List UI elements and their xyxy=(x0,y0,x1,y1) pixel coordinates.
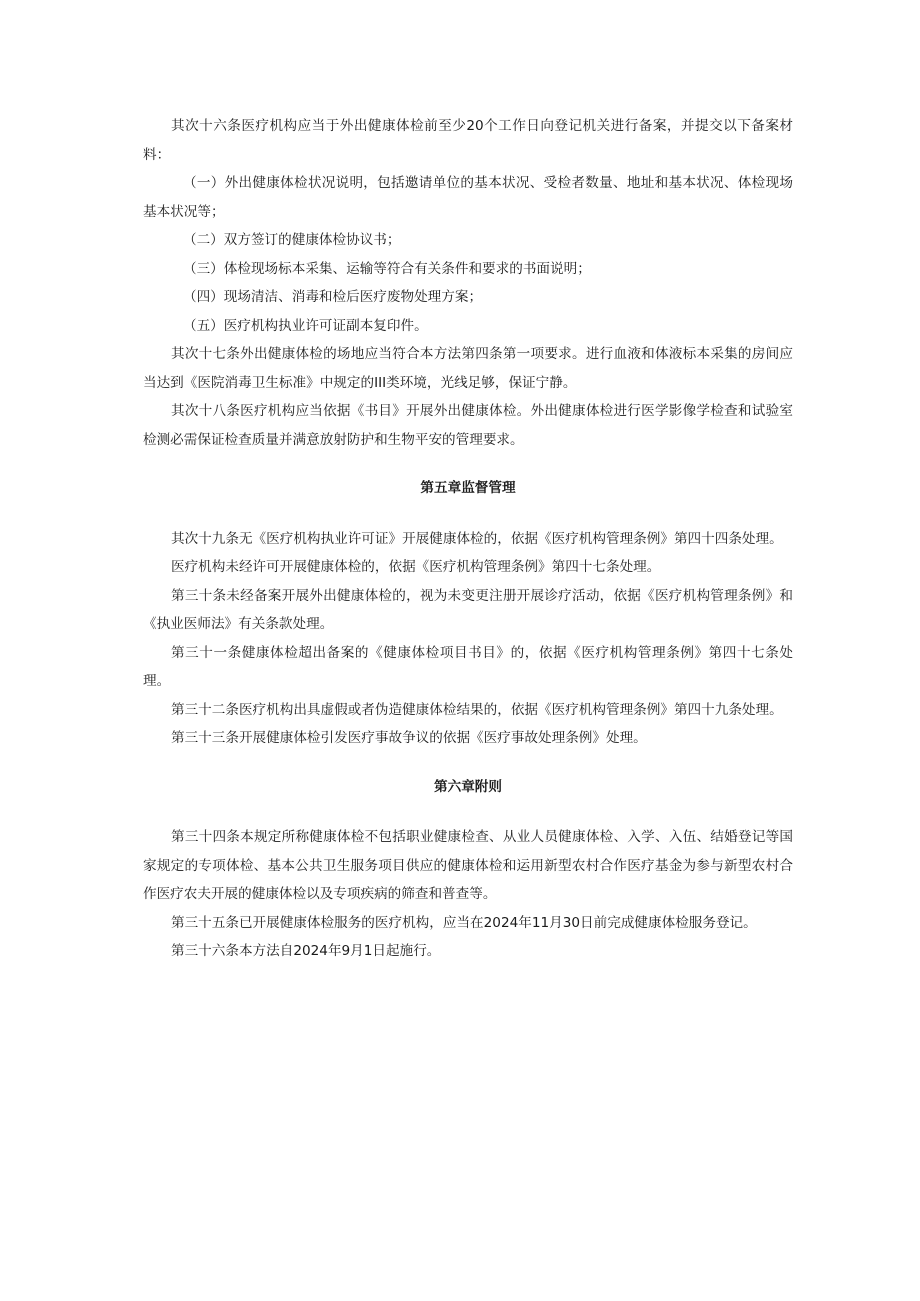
article-32: 第三十二条医疗机构出具虚假或者伪造健康体检结果的，依据《医疗机构管理条例》第四十九条处理。 xyxy=(171,701,783,718)
chapter-6-title: 第六章附则 xyxy=(434,778,502,795)
article-30: 第三十条未经备案开展外出健康体检的，视为未变更注册开展诊疗活动，依据《医疗机构管理条例》和《执业医师法》有关条款处理。 xyxy=(143,587,793,632)
article-29: 其次十九条无《医疗机构执业许可证》开展健康体检的，依据《医疗机构管理条例》第四十四条处理。 xyxy=(171,530,783,547)
chapter-5-body xyxy=(143,525,793,753)
chapter-5-title: 第五章监督管理 xyxy=(420,480,516,496)
article-36: 第三十六条本方法自2024年9月1日起施行。 xyxy=(171,943,441,959)
article-34: 第三十四条本规定所称健康体检不包括职业健康检查、从业人员健康体检、入学、入伍、结婚登记等国家规定的专项体检、基本公共卫生服务项目供应的健康体检和运用新型农村合作医疗基金为参与新型农村合作医疗农夫开展的健康体检以及专项疾病的筛查和普查等。 xyxy=(143,829,793,902)
article-29-b: 医疗机构未经许可开展健康体检的，依据《医疗机构管理条例》第四十七条处理。 xyxy=(171,559,661,575)
list-item-2: （二）双方签订的健康体检协议书； xyxy=(183,232,401,248)
list-item-3: （三）体检现场标本采集、运输等符合有关条件和要求的书面说明； xyxy=(183,260,591,277)
list-item-1: （一）外出健康体检状况说明，包括邀请单位的基本状况、受检者数量、地址和基本状况、体检现场基本状况等； xyxy=(143,175,793,220)
article-33: 第三十三条开展健康体检引发医疗事故争议的依据《医疗事故处理条例》处理。 xyxy=(171,730,647,746)
list-item-4: （四）现场清洁、消毒和检后医疗废物处理方案； xyxy=(183,289,483,305)
article-35: 第三十五条已开展健康体检服务的医疗机构，应当在2024年11月30日前完成健康体检服务登记。 xyxy=(171,914,757,931)
article-31: 第三十一条健康体检超出备案的《健康体检项目书目》的，依据《医疗机构管理条例》第四十七条处理。 xyxy=(143,644,793,689)
document-page xyxy=(143,112,793,966)
article-27: 其次十七条外出健康体检的场地应当符合本方法第四条第一项要求。进行血液和体液标本采集的房间应当达到《医院消毒卫生标准》中规定的III类环境，光线足够，保证宁静。 xyxy=(143,346,793,391)
article-26: 其次十六条医疗机构应当于外出健康体检前至少20个工作日向登记机关进行备案，并提交以下备案材料： xyxy=(143,118,793,163)
article-28: 其次十八条医疗机构应当依据《书目》开展外出健康体检。外出健康体检进行医学影像学检查和试验室检测必需保证检查质量并满意放射防护和生物平安的管理要求。 xyxy=(143,403,793,448)
list-item-5: （五）医疗机构执业许可证副本复印件。 xyxy=(183,317,428,334)
section-articles-26-28 xyxy=(143,112,793,454)
chapter-6-body xyxy=(143,823,793,966)
